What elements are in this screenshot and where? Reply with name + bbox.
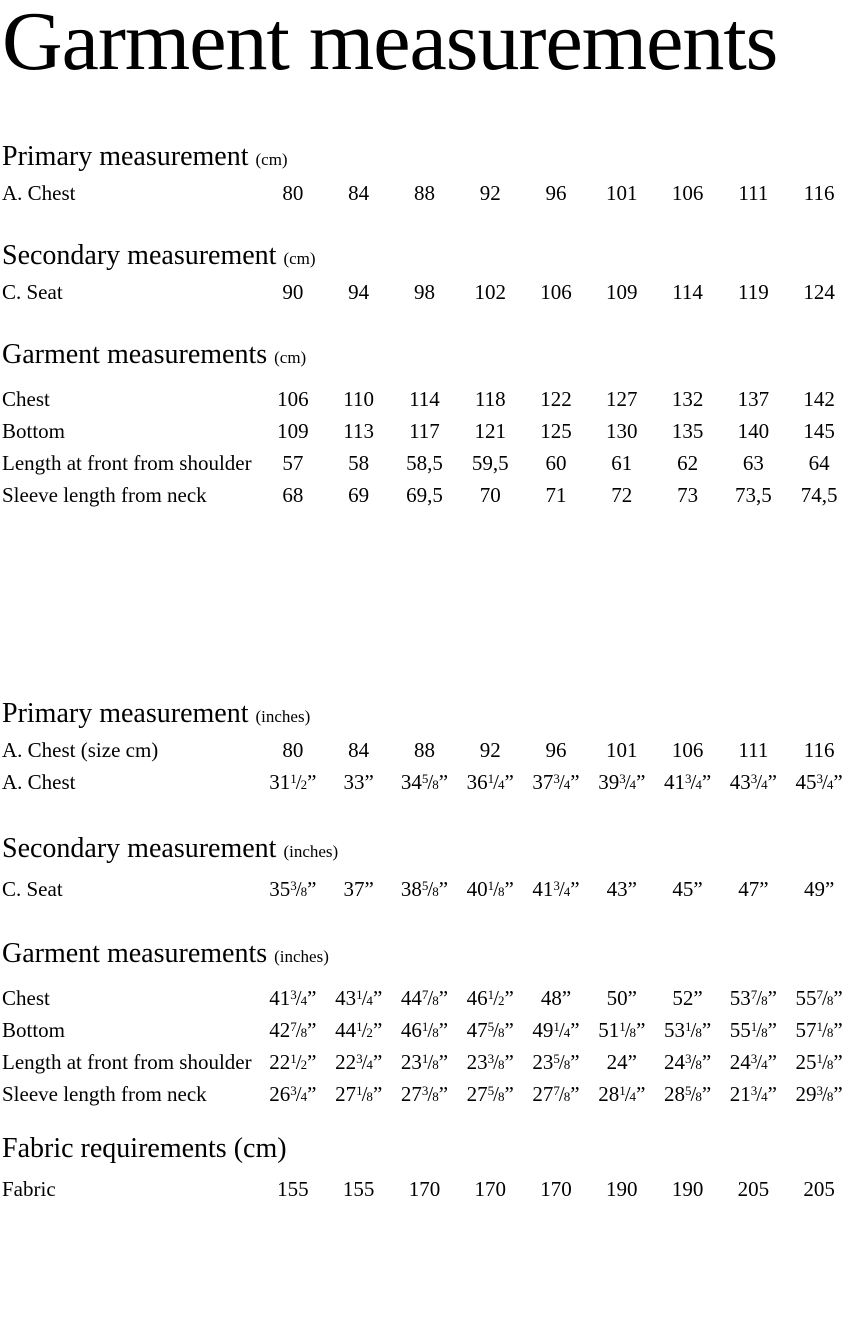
value-cell: 80 bbox=[282, 738, 304, 762]
table-row bbox=[2, 276, 852, 308]
section-unit: (cm) bbox=[255, 150, 288, 169]
value-cell: 137 bbox=[737, 387, 770, 411]
fraction: $^5/_8$ bbox=[684, 1082, 702, 1106]
fraction: $^1/_2$ bbox=[290, 1050, 308, 1074]
section-heading bbox=[2, 140, 852, 177]
value-cell: 48” bbox=[540, 986, 572, 1010]
value-cell: 73,5 bbox=[734, 483, 772, 507]
value-cell: 132 bbox=[671, 387, 704, 411]
value-cell: 190 bbox=[671, 1177, 704, 1201]
value-cell: $42^7/_8$” bbox=[269, 1018, 317, 1042]
row-label: C. Seat bbox=[2, 280, 63, 304]
row-label: Bottom bbox=[2, 419, 66, 443]
value-cell: 113 bbox=[343, 419, 375, 443]
value-cell: $41^3/_4$” bbox=[663, 770, 712, 794]
section-heading bbox=[2, 697, 852, 734]
fraction: $^1/_8$ bbox=[816, 1018, 834, 1042]
value-cell: 90 bbox=[282, 280, 304, 304]
fraction: $^1/_2$ bbox=[356, 1018, 373, 1042]
value-cell: 94 bbox=[348, 280, 370, 304]
value-cell: 135 bbox=[671, 419, 704, 443]
value-cell: $44^7/_8$” bbox=[400, 986, 449, 1010]
fraction: $^7/_8$ bbox=[750, 986, 768, 1010]
value-cell: $27^7/_8$” bbox=[532, 1082, 580, 1106]
value-cell: 111 bbox=[738, 738, 769, 762]
value-cell: 121 bbox=[474, 419, 506, 443]
value-cell: 116 bbox=[803, 181, 835, 205]
section-primary-cm bbox=[2, 140, 852, 209]
value-cell: $55^1/_8$” bbox=[729, 1018, 777, 1042]
section-rows bbox=[2, 982, 852, 1110]
value-cell: 47” bbox=[738, 877, 769, 901]
row-label: Bottom bbox=[2, 1018, 66, 1042]
value-cell: $41^3/_4$” bbox=[269, 986, 317, 1010]
section-unit: (cm) bbox=[283, 249, 316, 268]
value-cell: 101 bbox=[606, 738, 638, 762]
value-cell: 114 bbox=[409, 387, 440, 411]
value-cell: 109 bbox=[606, 280, 638, 304]
value-cell: 68 bbox=[282, 483, 304, 507]
fraction: $^3/_4$ bbox=[750, 770, 768, 794]
table-row bbox=[2, 383, 852, 415]
value-cell: 119 bbox=[737, 280, 769, 304]
fraction: $^1/_8$ bbox=[816, 1050, 834, 1074]
fraction: $^1/_8$ bbox=[750, 1018, 768, 1042]
value-cell: $23^1/_8$” bbox=[400, 1050, 449, 1074]
value-cell: $47^5/_8$” bbox=[466, 1018, 514, 1042]
value-cell: 106 bbox=[671, 738, 704, 762]
value-cell: 106 bbox=[671, 181, 704, 205]
value-cell: 145 bbox=[803, 419, 835, 443]
value-cell: 130 bbox=[606, 419, 638, 443]
value-cell: 37” bbox=[343, 877, 374, 901]
value-cell: 88 bbox=[413, 738, 435, 762]
row-label: Fabric bbox=[2, 1177, 56, 1201]
value-cell: 96 bbox=[545, 738, 567, 762]
value-cell: $22^1/_2$” bbox=[269, 1050, 317, 1074]
section-rows bbox=[2, 1173, 852, 1205]
fraction: $^3/_8$ bbox=[487, 1050, 505, 1074]
section-heading bbox=[2, 239, 852, 276]
fraction: $^3/_4$ bbox=[290, 986, 308, 1010]
row-label: Chest bbox=[2, 986, 50, 1010]
value-cell: $23^5/_8$” bbox=[532, 1050, 580, 1074]
value-cell: $23^3/_8$” bbox=[466, 1050, 514, 1074]
value-cell: $36^1/_4$” bbox=[466, 770, 514, 794]
value-cell: 170 bbox=[408, 1177, 441, 1201]
fraction: $^1/_4$ bbox=[619, 1082, 637, 1106]
fraction: $^3/_8$ bbox=[816, 1082, 834, 1106]
value-cell: 106 bbox=[277, 387, 309, 411]
section-secondary-inches bbox=[2, 832, 852, 905]
fraction: $^5/_8$ bbox=[421, 770, 439, 794]
fraction: $^3/_4$ bbox=[356, 1050, 373, 1074]
fraction: $^3/_4$ bbox=[684, 770, 702, 794]
row-label: A. Chest bbox=[2, 770, 76, 794]
value-cell: 125 bbox=[540, 419, 572, 443]
fraction: $^7/_8$ bbox=[421, 986, 439, 1010]
value-cell: $43^3/_4$” bbox=[729, 770, 777, 794]
value-cell: 64 bbox=[808, 451, 830, 475]
fraction: $^3/_4$ bbox=[290, 1082, 308, 1106]
section-unit: (cm) bbox=[274, 348, 307, 367]
fraction: $^3/_8$ bbox=[684, 1050, 702, 1074]
section-unit: (inches) bbox=[283, 842, 339, 861]
row-label: C. Seat bbox=[2, 877, 63, 901]
section-garment-inches bbox=[2, 937, 852, 1110]
fraction: $^1/_2$ bbox=[487, 986, 505, 1010]
fraction: $^3/_4$ bbox=[750, 1082, 768, 1106]
value-cell: $53^1/_8$” bbox=[663, 1018, 712, 1042]
value-cell: 140 bbox=[737, 419, 770, 443]
value-cell: 84 bbox=[348, 181, 370, 205]
section-heading-text: Fabric requirements (cm) bbox=[2, 1133, 287, 1164]
table-row bbox=[2, 982, 852, 1014]
value-cell: $46^1/_2$” bbox=[466, 986, 514, 1010]
value-cell: 50” bbox=[606, 986, 637, 1010]
value-cell: $45^3/_4$” bbox=[795, 770, 843, 794]
value-cell: $26^3/_4$” bbox=[269, 1082, 317, 1106]
fraction: $^1/_8$ bbox=[684, 1018, 702, 1042]
fraction: $^3/_4$ bbox=[816, 770, 834, 794]
value-cell: $53^7/_8$” bbox=[729, 986, 777, 1010]
value-cell: 190 bbox=[606, 1177, 638, 1201]
value-cell: $22^3/_4$” bbox=[335, 1050, 383, 1074]
value-cell: $40^1/_8$” bbox=[466, 877, 514, 901]
fraction: $^3/_4$ bbox=[619, 770, 637, 794]
value-cell: $34^5/_8$” bbox=[400, 770, 449, 794]
section-unit: (inches) bbox=[255, 707, 311, 726]
value-cell: 33” bbox=[343, 770, 374, 794]
section-heading bbox=[2, 1132, 852, 1169]
value-cell: 60 bbox=[545, 451, 567, 475]
value-cell: 205 bbox=[803, 1177, 835, 1201]
value-cell: $49^1/_4$” bbox=[532, 1018, 580, 1042]
fraction: $^3/_8$ bbox=[290, 877, 308, 901]
value-cell: $39^3/_4$” bbox=[598, 770, 646, 794]
value-cell: 116 bbox=[803, 738, 835, 762]
table-row bbox=[2, 873, 852, 905]
value-cell: 84 bbox=[348, 738, 370, 762]
table-row bbox=[2, 1014, 852, 1046]
fraction: $^3/_4$ bbox=[553, 770, 571, 794]
value-cell: $24^3/_4$” bbox=[729, 1050, 777, 1074]
fraction: $^1/_8$ bbox=[619, 1018, 637, 1042]
value-cell: $55^7/_8$” bbox=[795, 986, 843, 1010]
fraction: $^1/_8$ bbox=[356, 1082, 373, 1106]
section-primary-inches bbox=[2, 697, 852, 798]
table-row bbox=[2, 415, 852, 447]
value-cell: $44^1/_2$” bbox=[335, 1018, 383, 1042]
value-cell: 45” bbox=[672, 877, 703, 901]
section-heading bbox=[2, 937, 852, 974]
value-cell: $43^1/_4$” bbox=[335, 986, 383, 1010]
table-row bbox=[2, 1046, 852, 1078]
section-heading-text: Secondary measurement bbox=[2, 240, 277, 271]
value-cell: $38^5/_8$” bbox=[400, 877, 449, 901]
value-cell: 111 bbox=[738, 181, 769, 205]
fraction: $^1/_8$ bbox=[487, 877, 505, 901]
value-cell: 58 bbox=[348, 451, 370, 475]
value-cell: 92 bbox=[479, 738, 501, 762]
value-cell: 155 bbox=[342, 1177, 375, 1201]
fraction: $^7/_8$ bbox=[290, 1018, 308, 1042]
section-heading bbox=[2, 832, 852, 869]
fraction: $^1/_8$ bbox=[421, 1050, 439, 1074]
row-label: Length at front from shoulder bbox=[2, 1050, 252, 1074]
value-cell: $27^1/_8$” bbox=[335, 1082, 383, 1106]
value-cell: $57^1/_8$” bbox=[795, 1018, 843, 1042]
fraction: $^1/_2$ bbox=[290, 770, 308, 794]
value-cell: 170 bbox=[474, 1177, 506, 1201]
table-row bbox=[2, 734, 852, 766]
row-label: Sleeve length from neck bbox=[2, 483, 207, 507]
row-label: Length at front from shoulder bbox=[2, 451, 252, 475]
page-title: Garment measurements bbox=[2, 0, 778, 88]
value-cell: 92 bbox=[479, 181, 501, 205]
fraction: $^5/_8$ bbox=[553, 1050, 571, 1074]
section-unit: (inches) bbox=[274, 947, 329, 966]
section-secondary-cm bbox=[2, 239, 852, 308]
section-rows bbox=[2, 177, 852, 209]
value-cell: $27^5/_8$” bbox=[466, 1082, 514, 1106]
value-cell: 61 bbox=[611, 451, 633, 475]
value-cell: 110 bbox=[343, 387, 375, 411]
fraction: $^5/_8$ bbox=[487, 1018, 505, 1042]
value-cell: $46^1/_8$” bbox=[400, 1018, 449, 1042]
value-cell: 49” bbox=[803, 877, 835, 901]
value-cell: $28^5/_8$” bbox=[663, 1082, 712, 1106]
value-cell: $29^3/_8$” bbox=[795, 1082, 843, 1106]
value-cell: 43” bbox=[606, 877, 637, 901]
fraction: $^1/_4$ bbox=[356, 986, 373, 1010]
value-cell: 205 bbox=[737, 1177, 770, 1201]
value-cell: 122 bbox=[540, 387, 572, 411]
value-cell: 69,5 bbox=[406, 483, 443, 507]
value-cell: 57 bbox=[282, 451, 304, 475]
value-cell: 106 bbox=[540, 280, 572, 304]
table-row bbox=[2, 447, 852, 479]
row-label: Sleeve length from neck bbox=[2, 1082, 207, 1106]
value-cell: $41^3/_4$” bbox=[532, 877, 580, 901]
value-cell: 52” bbox=[672, 986, 703, 1010]
value-cell: $21^3/_4$” bbox=[729, 1082, 777, 1106]
fraction: $^1/_4$ bbox=[487, 770, 505, 794]
fraction: $^7/_8$ bbox=[816, 986, 834, 1010]
section-heading-text: Primary measurement bbox=[2, 141, 249, 172]
row-label: A. Chest bbox=[2, 181, 76, 205]
value-cell: 74,5 bbox=[800, 483, 838, 507]
section-rows bbox=[2, 734, 852, 798]
section-heading-text: Secondary measurement bbox=[2, 833, 277, 864]
value-cell: 70 bbox=[479, 483, 501, 507]
value-cell: $51^1/_8$” bbox=[598, 1018, 646, 1042]
fraction: $^3/_4$ bbox=[553, 877, 571, 901]
fraction: $^5/_8$ bbox=[487, 1082, 505, 1106]
fraction: $^1/_8$ bbox=[421, 1018, 439, 1042]
table-row bbox=[2, 1173, 852, 1205]
value-cell: 170 bbox=[540, 1177, 572, 1201]
value-cell: 80 bbox=[282, 181, 304, 205]
table-row bbox=[2, 177, 852, 209]
value-cell: $27^3/_8$” bbox=[400, 1082, 449, 1106]
value-cell: $37^3/_4$” bbox=[532, 770, 580, 794]
fraction: $^3/_8$ bbox=[421, 1082, 439, 1106]
value-cell: 101 bbox=[606, 181, 638, 205]
value-cell: $25^1/_8$” bbox=[795, 1050, 843, 1074]
value-cell: 124 bbox=[803, 280, 835, 304]
section-rows bbox=[2, 873, 852, 905]
fraction: $^7/_8$ bbox=[553, 1082, 571, 1106]
fraction: $^3/_4$ bbox=[750, 1050, 768, 1074]
table-row bbox=[2, 479, 852, 511]
value-cell: 63 bbox=[742, 451, 764, 475]
value-cell: 69 bbox=[348, 483, 370, 507]
row-label: A. Chest (size cm) bbox=[2, 738, 159, 762]
value-cell: 88 bbox=[413, 181, 435, 205]
value-cell: 114 bbox=[672, 280, 703, 304]
section-rows bbox=[2, 276, 852, 308]
section-heading-text: Garment measurements bbox=[2, 339, 268, 370]
value-cell: 118 bbox=[474, 387, 506, 411]
section-heading-text: Garment measurements bbox=[2, 938, 268, 969]
value-cell: 142 bbox=[803, 387, 835, 411]
value-cell: 127 bbox=[606, 387, 638, 411]
row-label: Chest bbox=[2, 387, 50, 411]
value-cell: 117 bbox=[409, 419, 440, 443]
value-cell: 71 bbox=[545, 483, 567, 507]
section-heading bbox=[2, 338, 852, 375]
fraction: $^1/_4$ bbox=[553, 1018, 571, 1042]
value-cell: 98 bbox=[413, 280, 435, 304]
value-cell: 72 bbox=[611, 483, 633, 507]
section-rows bbox=[2, 383, 852, 511]
value-cell: $31^1/_2$” bbox=[269, 770, 317, 794]
section-garment-cm bbox=[2, 338, 852, 511]
fraction: $^5/_8$ bbox=[421, 877, 439, 901]
table-row bbox=[2, 1078, 852, 1110]
section-heading-text: Primary measurement bbox=[2, 698, 249, 729]
value-cell: 109 bbox=[277, 419, 309, 443]
value-cell: 73 bbox=[677, 483, 699, 507]
value-cell: 58,5 bbox=[406, 451, 443, 475]
section-fabric-requirements bbox=[2, 1132, 852, 1205]
value-cell: $35^3/_8$” bbox=[269, 877, 317, 901]
table-row bbox=[2, 766, 852, 798]
value-cell: 24” bbox=[606, 1050, 637, 1074]
value-cell: 59,5 bbox=[471, 451, 509, 475]
value-cell: $24^3/_8$” bbox=[663, 1050, 712, 1074]
value-cell: $28^1/_4$” bbox=[598, 1082, 646, 1106]
value-cell: 62 bbox=[677, 451, 699, 475]
value-cell: 155 bbox=[277, 1177, 309, 1201]
value-cell: 96 bbox=[545, 181, 567, 205]
value-cell: 102 bbox=[474, 280, 506, 304]
